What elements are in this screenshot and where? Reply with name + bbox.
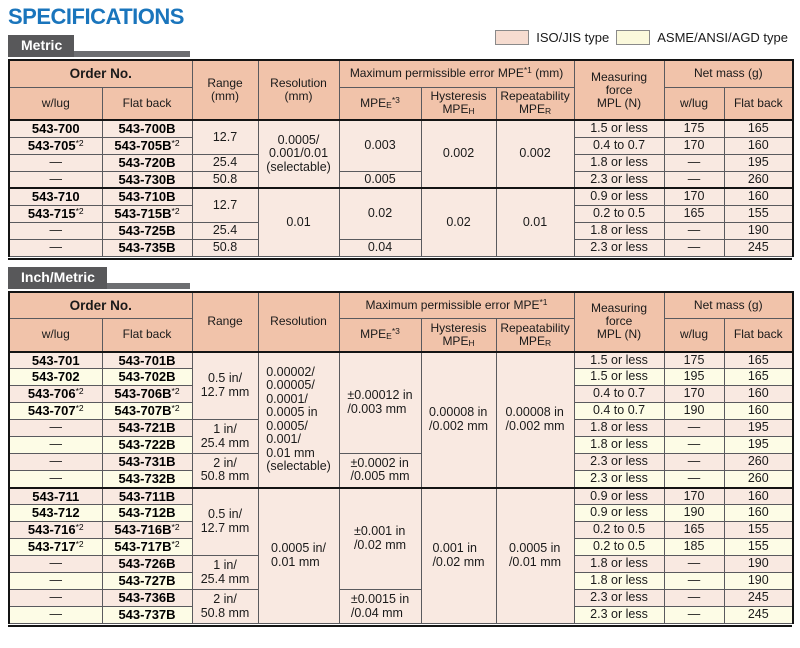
table-cell: — [9, 420, 102, 437]
table-cell: 0.005 [339, 171, 421, 188]
table-row [9, 454, 793, 471]
table-cell: 2.3 or less [574, 239, 664, 256]
table-cell: 165 [724, 120, 793, 137]
table-cell: 170 [664, 386, 724, 403]
table-cell [339, 488, 421, 590]
table-cell: — [664, 222, 724, 239]
table-cell: 543-700 [9, 120, 102, 137]
table-cell: 0.02 [339, 188, 421, 239]
table-cell [339, 454, 421, 488]
table-cell: 0.9 or less [574, 505, 664, 522]
table-cell [421, 352, 496, 488]
table-cell: 543-706$^{*2}$ [9, 386, 102, 403]
table-cell: 190 [724, 573, 793, 590]
table-cell: 543-716$^{*2}$ [9, 522, 102, 539]
table-cell: 160 [724, 386, 793, 403]
table-cell: $543-715B^{*2}$ [102, 205, 192, 222]
section-inch-metric [0, 267, 800, 628]
table-cell: — [664, 154, 724, 171]
table-cell: 1.8 or less [574, 222, 664, 239]
table-cell: — [9, 454, 102, 471]
table-cell: 0.002 [421, 120, 496, 188]
table-cell: 160 [724, 505, 793, 522]
table-cell: 0.2 to 0.5 [574, 205, 664, 222]
table-cell: 195 [724, 437, 793, 454]
col-header-resolution: Resolution [258, 292, 339, 352]
table-cell: 0.5 in/ 12.7 mm [192, 352, 258, 420]
table-cell: — [664, 607, 724, 624]
table-cell: 50.8 [192, 171, 258, 188]
table-cell: 1.8 or less [574, 420, 664, 437]
table-cell: 543-702 [9, 369, 102, 386]
table-cell: $543-707B^{*2}$ [102, 403, 192, 420]
cell-text: ±0.00012 in /0.003 mm [347, 388, 413, 416]
col-header-w-lug: w/lug [9, 87, 102, 120]
table-cell: 170 [664, 137, 724, 154]
table-cell: 160 [724, 137, 793, 154]
table-row [9, 352, 793, 369]
iso-jis-label: ISO/JIS type [536, 30, 610, 45]
cell-text: 0.0005 in/ 0.01 mm [271, 541, 326, 569]
table-cell: 0.9 or less [574, 488, 664, 505]
col-header-repeatability: Repeatability $MPE_R$ [496, 87, 574, 120]
table-row [9, 188, 793, 205]
table-cell: 12.7 [192, 188, 258, 222]
table-cell: 165 [664, 522, 724, 539]
table-cell: 1.8 or less [574, 154, 664, 171]
table-cell: 245 [724, 590, 793, 607]
col-header-net-w-lug: w/lug [664, 319, 724, 352]
table-cell: 175 [664, 352, 724, 369]
metric-spec-table [8, 59, 794, 257]
table-cell: — [664, 556, 724, 573]
col-header-net-flat-back: Flat back [724, 87, 793, 120]
table-cell: 0.04 [339, 239, 421, 256]
table-cell: 195 [664, 369, 724, 386]
cell-text: ±0.0002 in /0.005 mm [350, 455, 410, 484]
table-cell [339, 590, 421, 624]
table-cell: — [664, 573, 724, 590]
table-cell: 190 [664, 505, 724, 522]
table-cell: 1.8 or less [574, 573, 664, 590]
table-cell: 0.01 [496, 188, 574, 256]
table-cell: 25.4 [192, 222, 258, 239]
table-cell: 543-702B [102, 369, 192, 386]
table-wrap [8, 291, 792, 628]
table-row [9, 120, 793, 137]
table-cell: 543-731B [102, 454, 192, 471]
table-cell: — [9, 239, 102, 256]
table-cell [421, 488, 496, 624]
col-header-resolution: Resolution (mm) [258, 60, 339, 120]
table-cell: 543-732B [102, 471, 192, 488]
table-cell [258, 352, 339, 488]
table-cell: — [664, 454, 724, 471]
table-cell: — [9, 437, 102, 454]
table-cell: 0.2 to 0.5 [574, 522, 664, 539]
col-header-mpe-e: $MPE_E^{*3}$ [339, 319, 421, 352]
table-cell: $543-706B^{*2}$ [102, 386, 192, 403]
table-cell: 165 [664, 205, 724, 222]
col-header-measuring-force: Measuring force MPL (N) [574, 292, 664, 352]
table-cell: 12.7 [192, 120, 258, 154]
col-header-mpe-group: Maximum permissible error MPE$^{*1}$ [339, 292, 574, 319]
cell-text: ±0.0015 in /0.04 mm [350, 592, 410, 620]
table-cell: — [9, 222, 102, 239]
table-cell: $543-717B^{*2}$ [102, 539, 192, 556]
inch-metric-spec-table [8, 291, 794, 625]
table-cell: 2.3 or less [574, 471, 664, 488]
col-header-mpe-group: Maximum permissible error MPE$^{*1}$ (mm) [339, 60, 574, 87]
table-cell: 0.002 [496, 120, 574, 188]
table-cell: 543-721B [102, 420, 192, 437]
table-cell: 543-701 [9, 352, 102, 369]
table-cell: 543-700B [102, 120, 192, 137]
table-cell: 185 [664, 539, 724, 556]
col-header-net-flat-back: Flat back [724, 319, 793, 352]
table-cell: 1.8 or less [574, 437, 664, 454]
section-label: Metric [8, 35, 74, 57]
col-header-hysteresis: Hysteresis $MPE_H$ [421, 87, 496, 120]
table-cell: 260 [724, 454, 793, 471]
col-header-flat-back: Flat back [102, 319, 192, 352]
table-cell: 195 [724, 420, 793, 437]
table-cell: 1 in/ 25.4 mm [192, 556, 258, 590]
col-header-flat-back: Flat back [102, 87, 192, 120]
table-cell: 190 [724, 222, 793, 239]
table-cell: 2.3 or less [574, 454, 664, 471]
cell-text: 0.00002/ 0.00005/ 0.0001/ 0.0005 in 0.0005/ 0.001/ 0.01 mm (selectable) [266, 364, 331, 474]
table-cell: 160 [724, 188, 793, 205]
table-cell: 543-710 [9, 188, 102, 205]
table-wrap [8, 59, 792, 260]
table-cell: 543-711 [9, 488, 102, 505]
table-cell: 543-715$^{*2}$ [9, 205, 102, 222]
table-cell: — [9, 556, 102, 573]
table-cell: 1 in/ 25.4 mm [192, 420, 258, 454]
table-cell: 160 [724, 403, 793, 420]
table-cell: 165 [724, 369, 793, 386]
table-cell: — [9, 471, 102, 488]
table-cell: 543-726B [102, 556, 192, 573]
table-cell [258, 488, 339, 624]
table-cell: 1.5 or less [574, 369, 664, 386]
table-cell: — [9, 573, 102, 590]
section-label-row [8, 267, 800, 289]
table-cell: 0.0005/ 0.001/0.01 (selectable) [258, 120, 339, 188]
table-cell: — [9, 154, 102, 171]
table-cell: 0.4 to 0.7 [574, 403, 664, 420]
table-cell: 0.003 [339, 120, 421, 171]
col-header-measuring-force: Measuring force MPL (N) [574, 60, 664, 120]
table-cell: 543-736B [102, 590, 192, 607]
table-cell: 543-725B [102, 222, 192, 239]
table-cell: — [9, 171, 102, 188]
page-title: SPECIFICATIONS [8, 4, 184, 29]
table-cell: 543-717$^{*2}$ [9, 539, 102, 556]
table-cell: 245 [724, 607, 793, 624]
col-header-repeatability: Repeatability $MPE_R$ [496, 319, 574, 352]
table-cell: 0.4 to 0.7 [574, 137, 664, 154]
table-cell: 543-727B [102, 573, 192, 590]
table-cell: 260 [724, 171, 793, 188]
table-cell: — [664, 239, 724, 256]
table-cell: 245 [724, 239, 793, 256]
table-cell: 1.5 or less [574, 120, 664, 137]
col-header-mpe-e: $MPE_E^{*3}$ [339, 87, 421, 120]
table-cell: 2.3 or less [574, 171, 664, 188]
table-cell: 0.4 to 0.7 [574, 386, 664, 403]
cell-text: 0.001 in /0.02 mm [432, 541, 485, 569]
table-cell: 543-711B [102, 488, 192, 505]
table-cell [339, 352, 421, 454]
table-cell: 170 [664, 188, 724, 205]
cell-text: 0.0005 in /0.01 mm [508, 541, 562, 569]
table-cell: 543-712 [9, 505, 102, 522]
table-cell: — [664, 171, 724, 188]
table-cell: — [664, 590, 724, 607]
cell-text: ±0.001 in /0.02 mm [353, 524, 407, 552]
table-cell: — [664, 471, 724, 488]
table-cell: 543-722B [102, 437, 192, 454]
cell-text: 0.00008 in /0.002 mm [428, 405, 489, 433]
col-header-range: Range [192, 292, 258, 352]
table-cell: 50.8 [192, 239, 258, 256]
table-cell: 0.02 [421, 188, 496, 256]
table-row [9, 239, 793, 256]
table-cell [496, 352, 574, 488]
col-header-order-no: Order No. [9, 292, 192, 319]
spec-tables [0, 35, 800, 627]
asme-ansi-agd-label: ASME/ANSI/AGD type [657, 30, 788, 45]
col-header-w-lug: w/lug [9, 319, 102, 352]
table-cell: — [664, 420, 724, 437]
table-cell: 1.8 or less [574, 556, 664, 573]
table-row [9, 171, 793, 188]
table-cell: 190 [664, 403, 724, 420]
table-cell: 195 [724, 154, 793, 171]
table-cell: 543-710B [102, 188, 192, 205]
table-cell: 2 in/ 50.8 mm [192, 590, 258, 624]
table-cell: 190 [724, 556, 793, 573]
table-cell: 2 in/ 50.8 mm [192, 454, 258, 488]
col-header-net-w-lug: w/lug [664, 87, 724, 120]
col-header-range: Range (mm) [192, 60, 258, 120]
table-cell: $543-716B^{*2}$ [102, 522, 192, 539]
table-cell [496, 488, 574, 624]
table-row [9, 590, 793, 607]
table-cell: 543-712B [102, 505, 192, 522]
table-cell: $543-705B^{*2}$ [102, 137, 192, 154]
section-label-row [8, 35, 800, 57]
table-cell: — [9, 590, 102, 607]
table-cell: 155 [724, 539, 793, 556]
table-cell: 0.5 in/ 12.7 mm [192, 488, 258, 556]
table-cell: 2.3 or less [574, 607, 664, 624]
cell-text: 0.00008 in /0.002 mm [505, 405, 565, 433]
table-cell: 0.01 [258, 188, 339, 256]
table-cell: 175 [664, 120, 724, 137]
table-cell: 1.5 or less [574, 352, 664, 369]
table-cell: 543-720B [102, 154, 192, 171]
col-header-net-mass: Net mass (g) [664, 60, 793, 87]
table-cell: 543-705$^{*2}$ [9, 137, 102, 154]
col-header-order-no: Order No. [9, 60, 192, 87]
table-cell: 260 [724, 471, 793, 488]
table-cell: — [664, 437, 724, 454]
table-cell: 543-730B [102, 171, 192, 188]
table-cell: — [9, 607, 102, 624]
col-header-net-mass: Net mass (g) [664, 292, 793, 319]
table-cell: 0.2 to 0.5 [574, 539, 664, 556]
table-cell: 543-707$^{*2}$ [9, 403, 102, 420]
table-cell: 170 [664, 488, 724, 505]
table-cell: 165 [724, 352, 793, 369]
table-cell: 155 [724, 522, 793, 539]
col-header-hysteresis: Hysteresis $MPE_H$ [421, 319, 496, 352]
table-cell: 2.3 or less [574, 590, 664, 607]
table-cell: 0.9 or less [574, 188, 664, 205]
table-cell: 25.4 [192, 154, 258, 171]
table-cell: 543-737B [102, 607, 192, 624]
table-row [9, 488, 793, 505]
table-cell: 155 [724, 205, 793, 222]
section-metric [0, 35, 800, 260]
table-cell: 543-735B [102, 239, 192, 256]
section-label: Inch/Metric [8, 267, 107, 289]
table-cell: 543-701B [102, 352, 192, 369]
table-cell: 160 [724, 488, 793, 505]
